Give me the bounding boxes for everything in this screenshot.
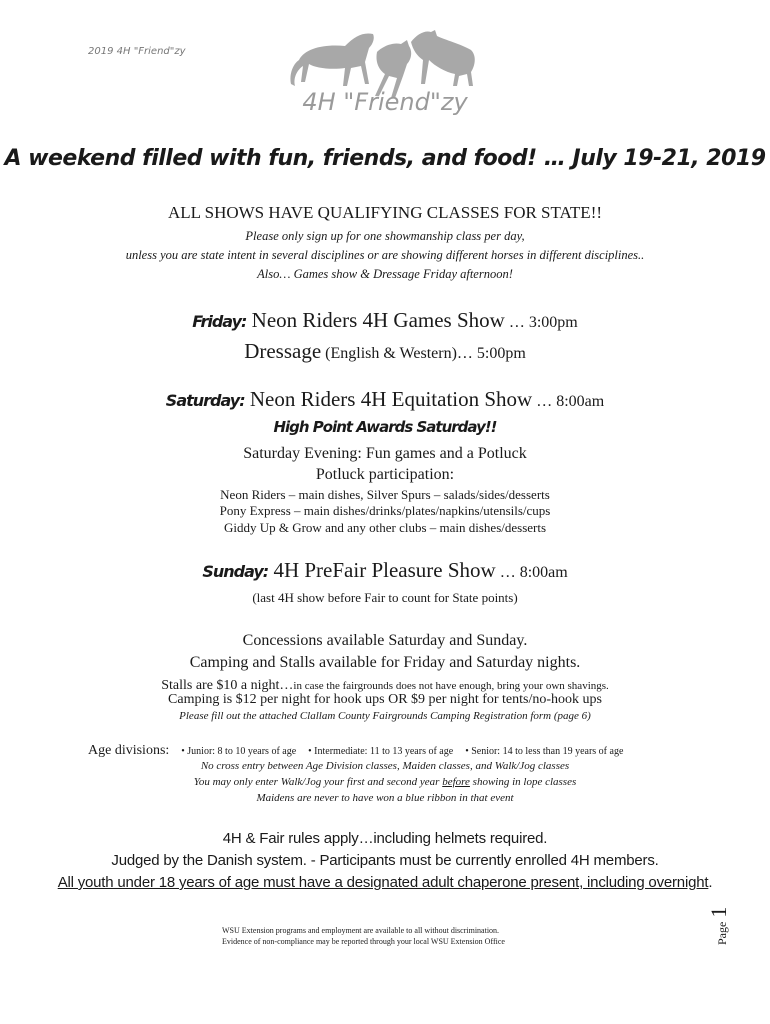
shavings-note: in case the fairgrounds does not have enough, bring your own shavings. [293, 680, 609, 692]
sunday-pleasure-event: 4H PreFair Pleasure Show [273, 558, 496, 582]
horse-left-icon [290, 34, 373, 87]
friday-label: Friday: [192, 312, 247, 331]
camping-stalls-line: Camping and Stalls available for Friday and Saturday nights. [189, 654, 581, 671]
showmanship-note: Please only sign up for one showmanship class per day, [245, 229, 525, 243]
concessions-line: Concessions available Saturday and Sunday. [242, 632, 528, 649]
camping-price-line: Camping is $12 per night for hook ups OR $9 per night for tents/no-hook ups [168, 692, 602, 707]
dressage-event: Dressage [244, 339, 322, 363]
potluck-item: Giddy Up & Grow and any other clubs – main dishes/desserts [223, 520, 547, 535]
horse-right-icon [411, 30, 475, 86]
walk-jog-note-emphasis: before [442, 776, 470, 788]
sunday-pleasure-time: … 8:00am [495, 564, 568, 581]
potluck-item: Pony Express – main dishes/drinks/plates/napkins/utensils/cups [219, 503, 551, 518]
footer-discrimination: WSU Extension programs and employment are available to all without discrimination. [222, 926, 500, 935]
potluck-heading: Potluck participation: [315, 466, 455, 483]
logo-text: 4H "Friend"zy [302, 88, 468, 116]
sunday-label: Sunday: [202, 562, 269, 581]
sunday-note: (last 4H show before Fair to count for State points) [252, 590, 518, 605]
camping-form-note: Please fill out the attached Clallam County Fairgrounds Camping Registration form (page 6) [179, 710, 591, 722]
state-qualifying-heading: ALL SHOWS HAVE QUALIFYING CLASSES FOR STATE!! [167, 203, 603, 222]
friday-games-time: … 3:00pm [504, 314, 578, 331]
cross-entry-note: No cross entry between Age Division classes, Maiden classes, and Walk/Jog classes [200, 760, 570, 772]
potluck-item: Neon Riders – main dishes, Silver Spurs – salads/sides/desserts [220, 487, 550, 502]
age-division-senior: • Senior: 14 to less than 19 years of age [465, 746, 624, 757]
saturday-evening: Saturday Evening: Fun games and a Potluck [243, 445, 527, 462]
walk-jog-note [0, 776, 770, 788]
chaperone-rule [0, 874, 770, 891]
age-divisions-label: Age divisions: [88, 743, 170, 758]
saturday-equitation-time: … 8:00am [532, 393, 605, 410]
page-number [706, 907, 732, 945]
maidens-note: Maidens are never to have won a blue ribbon in that event [256, 792, 514, 804]
chaperone-rule-period: . [708, 874, 713, 891]
danish-system-rule: Judged by the Danish system. - Participants must be currently enrolled 4H members. [111, 852, 659, 869]
walk-jog-note-end: showing in lope classes [469, 776, 577, 788]
stalls-price-line [0, 674, 770, 694]
dressage-detail: (English & Western)… 5:00pm [321, 345, 526, 362]
high-point-awards: High Point Awards Saturday!! [273, 418, 497, 436]
corner-note: 2019 4H "Friend"zy [88, 46, 186, 57]
age-divisions-line [88, 741, 623, 759]
page-label: Page [715, 921, 729, 945]
saturday-equitation-line [0, 387, 770, 412]
friday-dressage-line [0, 339, 770, 364]
friday-afternoon-note: Also… Games show & Dressage Friday afternoon! [257, 267, 513, 281]
helmet-rule: 4H & Fair rules apply…including helmets required. [222, 830, 548, 847]
age-division-junior: • Junior: 8 to 10 years of age [181, 746, 297, 757]
sunday-pleasure-line [0, 558, 770, 583]
saturday-equitation-event: Neon Riders 4H Equitation Show [249, 387, 533, 411]
footer-compliance: Evidence of non-compliance may be reported through your local WSU Extension Office [222, 937, 505, 946]
walk-jog-note-start: You may only enter Walk/Jog your first and second year [193, 776, 443, 788]
page-number-value: 1 [706, 906, 731, 918]
friday-games-line [0, 308, 770, 333]
friday-games-event: Neon Riders 4H Games Show [251, 308, 505, 332]
age-division-intermediate: • Intermediate: 11 to 13 years of age [308, 746, 454, 757]
tagline: A weekend filled with fun, friends, and food! … July 19-21, 2019 [4, 146, 766, 171]
saturday-label: Saturday: [165, 391, 245, 410]
disciplines-note: unless you are state intent in several disciplines or are showing different horses in different disciplines.. [125, 248, 645, 262]
chaperone-rule-text: All youth under 18 years of age must have a designated adult chaperone present, including overnight [57, 874, 709, 891]
stalls-price: Stalls are $10 a night… [161, 678, 294, 693]
